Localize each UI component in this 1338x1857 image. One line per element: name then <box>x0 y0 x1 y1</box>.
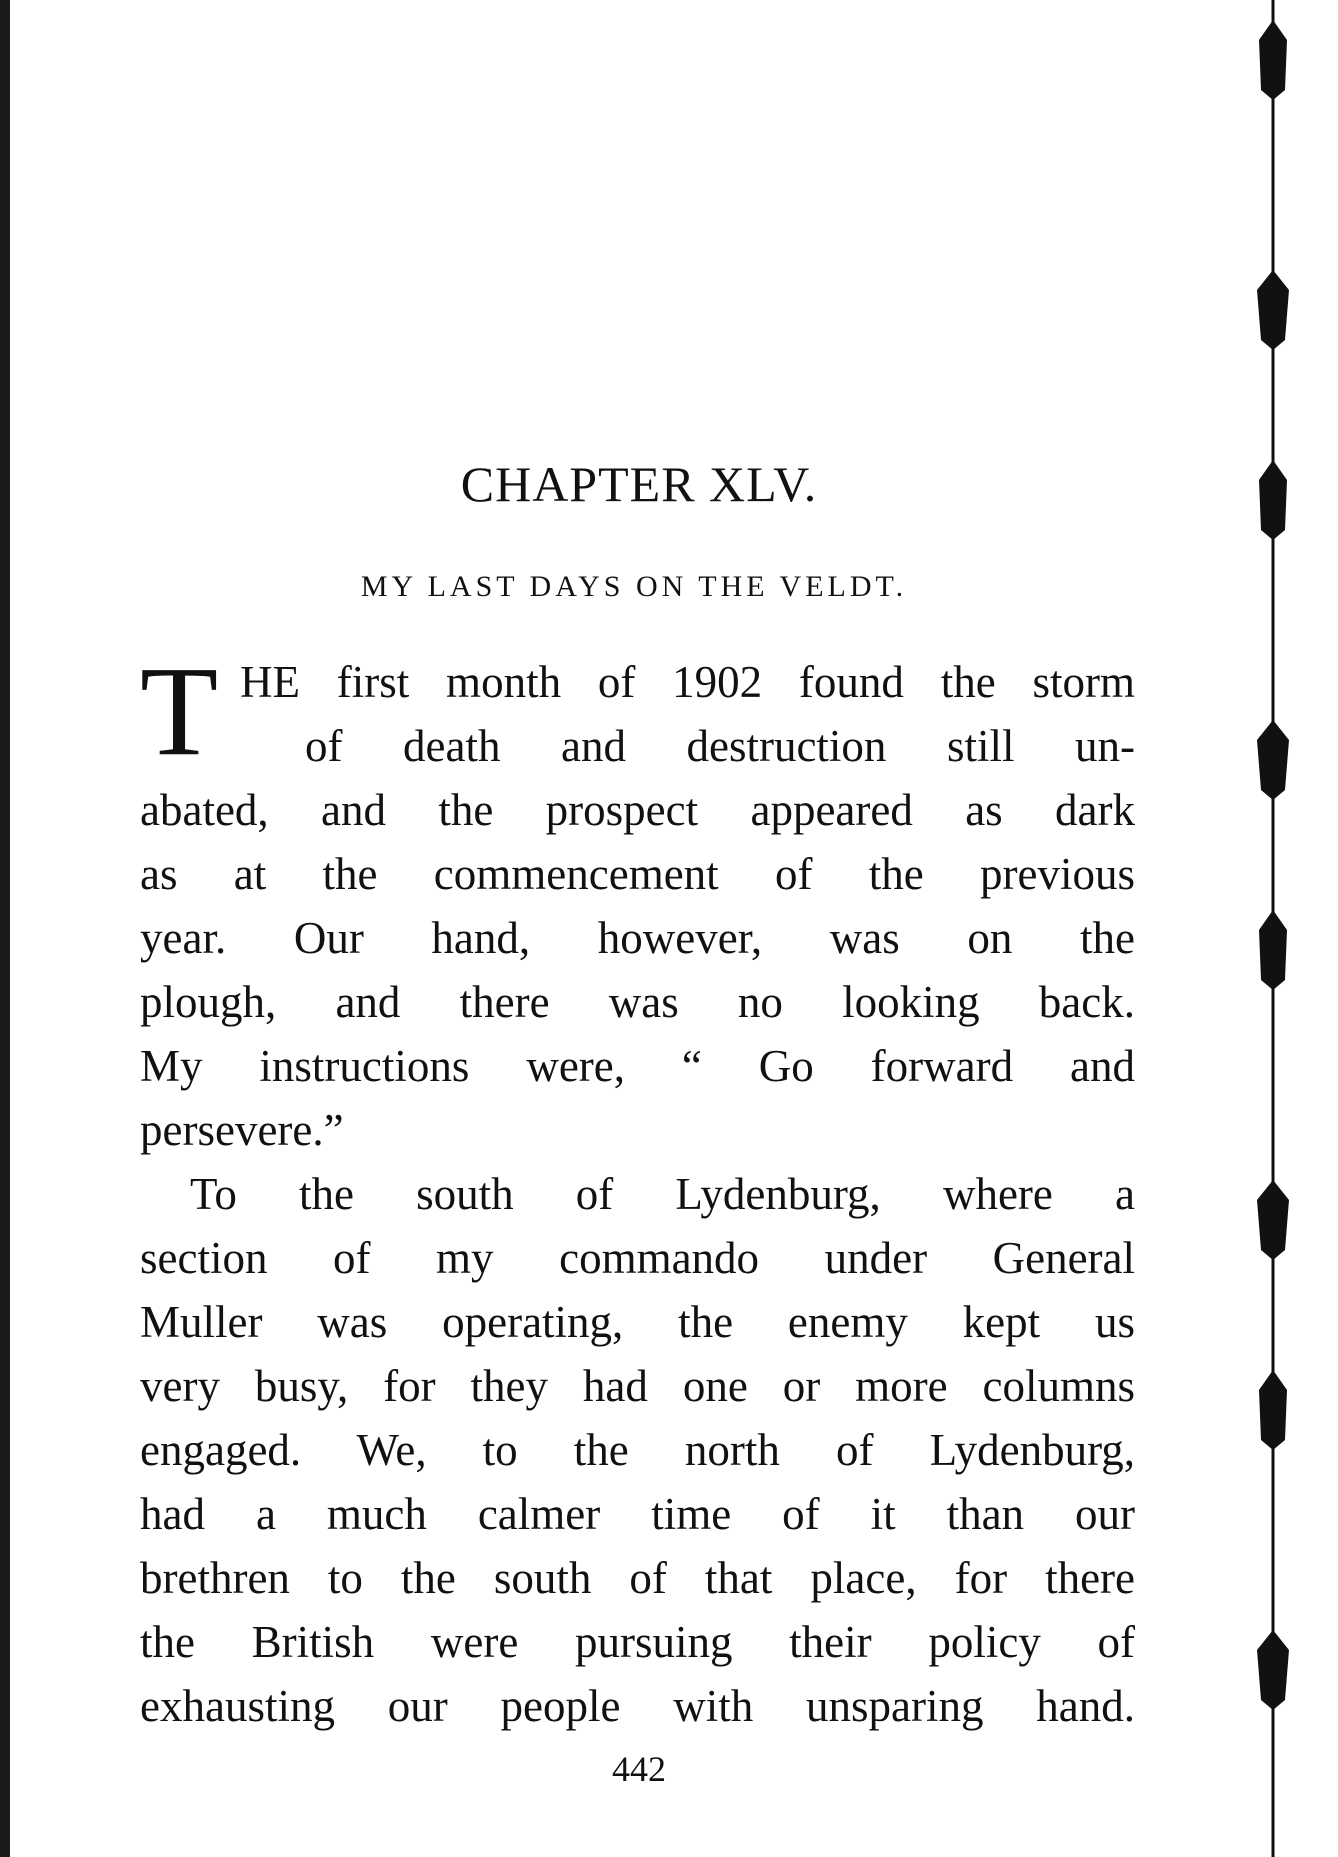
text-line: Muller was operating, the enemy kept us <box>140 1297 1135 1347</box>
text-line: engaged. We, to the north of Lydenburg, <box>140 1425 1135 1475</box>
text-line: To the south of Lydenburg, where a <box>190 1169 1135 1219</box>
decorative-vine-border <box>1235 0 1338 1857</box>
chapter-subtitle: MY LAST DAYS ON THE VELDT. <box>360 570 908 603</box>
paragraph-1 <box>140 640 1135 1162</box>
page-number: 442 <box>612 1749 666 1789</box>
text-line: My instructions were, “ Go forward and <box>140 1041 1135 1091</box>
text-line: section of my commando under General <box>140 1233 1135 1283</box>
text-line: brethren to the south of that place, for there <box>140 1553 1135 1603</box>
text-line: exhausting our people with unsparing hand. <box>140 1681 1135 1731</box>
page-gutter-binding <box>0 0 10 1857</box>
text-line: of death and destruction still un- <box>305 721 1135 771</box>
text-line: year. Our hand, however, was on the <box>140 913 1135 963</box>
paragraph-2 <box>140 1162 1135 1738</box>
text-line: plough, and there was no looking back. <box>140 977 1135 1027</box>
text-line: as at the commencement of the previous <box>140 849 1135 899</box>
text-line: T HE first month of 1902 found the storm <box>140 640 1135 782</box>
drop-cap: T <box>140 640 219 782</box>
body-text <box>140 640 1135 1738</box>
text-line: had a much calmer time of it than our <box>140 1489 1135 1539</box>
text-line: very busy, for they had one or more columns <box>140 1361 1135 1411</box>
text-line: abated, and the prospect appeared as dark <box>140 785 1135 835</box>
text-line: persevere.” <box>140 1105 344 1155</box>
text-line: the British were pursuing their policy of <box>140 1617 1135 1667</box>
chapter-title: CHAPTER XLV. <box>460 456 818 512</box>
